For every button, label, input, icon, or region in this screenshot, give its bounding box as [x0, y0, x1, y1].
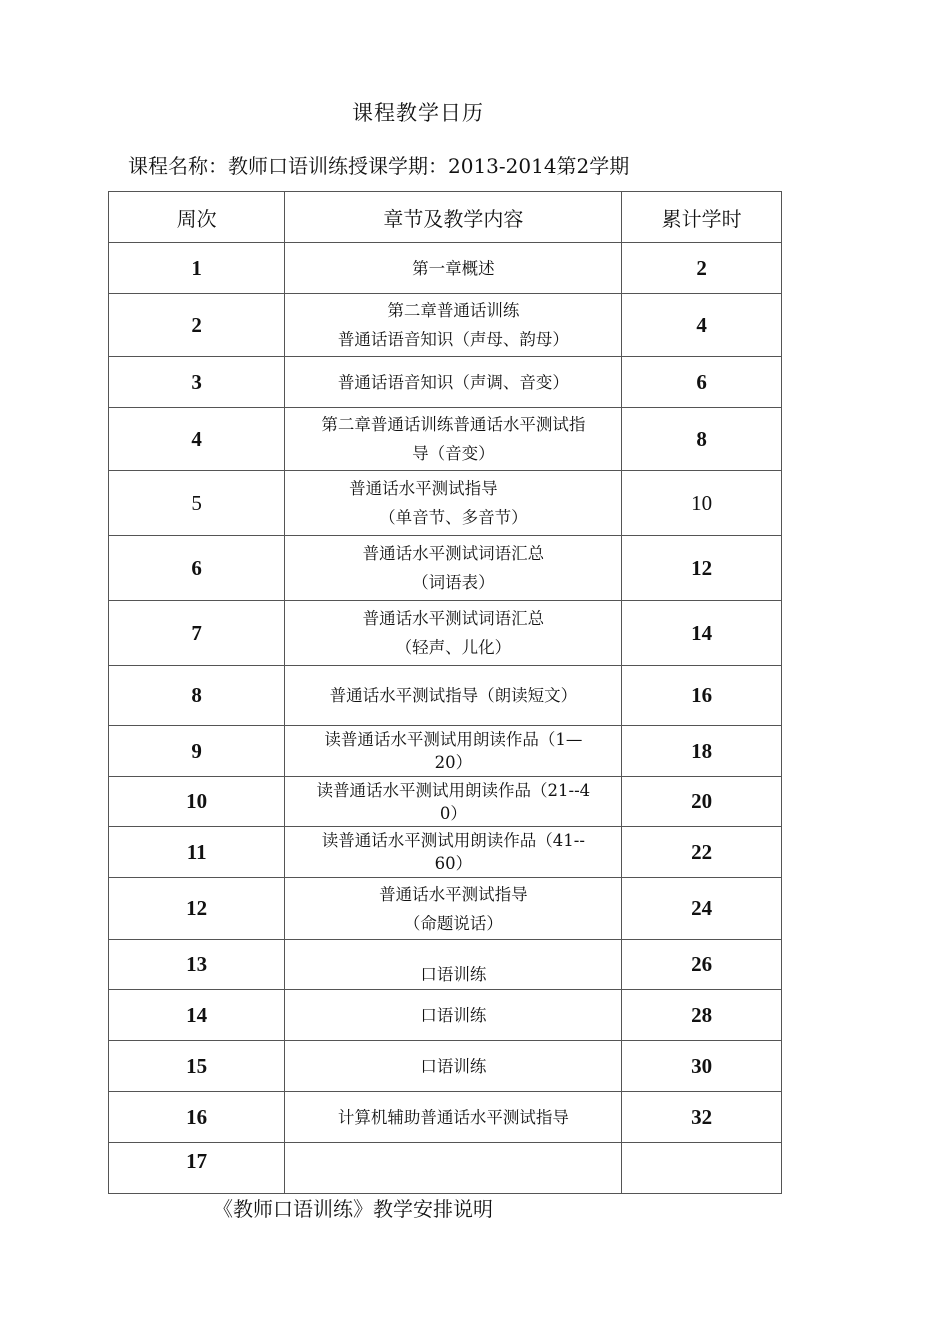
content-cell	[285, 471, 622, 536]
table-row	[109, 1041, 782, 1092]
week-cell: 17	[109, 1143, 285, 1194]
week-cell: 8	[109, 666, 285, 726]
hours-cell: 4	[622, 294, 782, 357]
hours-cell: 20	[622, 777, 782, 827]
table-row	[109, 294, 782, 357]
arrangement-heading: 《教师口语训练》教学安排说明	[213, 1197, 493, 1221]
hours-cell: 10	[622, 471, 782, 536]
course-info: 课程名称：教师口语训练授课学期：2013-2014第2学期	[128, 154, 630, 178]
hours-cell: 26	[622, 940, 782, 990]
content-cell	[285, 357, 622, 408]
week-cell: 1	[109, 243, 285, 294]
week-cell: 15	[109, 1041, 285, 1092]
page-title: 课程教学日历	[352, 101, 484, 125]
content-cell	[285, 1092, 622, 1143]
hours-cell: 16	[622, 666, 782, 726]
table-row	[109, 601, 782, 666]
table-row	[109, 827, 782, 878]
content-line: 60）	[434, 854, 473, 873]
week-cell: 3	[109, 357, 285, 408]
content-line: 计算机辅助普通话水平测试指导	[337, 1107, 569, 1127]
content-line: 读普通话水平测试用朗读作品（41--	[321, 831, 585, 850]
table-row	[109, 777, 782, 827]
content-line: 读普通话水平测试用朗读作品（1—	[324, 730, 583, 749]
content-cell	[285, 536, 622, 601]
content-cell	[285, 990, 622, 1041]
content-line: 口语训练	[420, 1056, 487, 1076]
hours-cell	[622, 1143, 782, 1194]
week-cell: 4	[109, 408, 285, 471]
content-cell	[285, 666, 622, 726]
week-cell: 13	[109, 940, 285, 990]
content-cell	[285, 777, 622, 827]
table-row	[109, 1092, 782, 1143]
table-row	[109, 536, 782, 601]
content-line: 普通话水平测试指导（朗读短文）	[329, 686, 578, 705]
week-cell: 14	[109, 990, 285, 1041]
table-row	[109, 408, 782, 471]
content-line: 第二章普通话训练普通话水平测试指	[321, 415, 586, 434]
content-cell	[285, 294, 622, 357]
table-row	[109, 666, 782, 726]
table-row	[109, 878, 782, 940]
week-cell: 11	[109, 827, 285, 878]
table-row	[109, 726, 782, 777]
hours-cell: 14	[622, 601, 782, 666]
hours-cell: 22	[622, 827, 782, 878]
content-cell	[285, 243, 622, 294]
hours-cell: 32	[622, 1092, 782, 1143]
hours-cell: 24	[622, 878, 782, 940]
content-cell	[285, 1143, 622, 1194]
content-cell	[285, 601, 622, 666]
hours-cell: 28	[622, 990, 782, 1041]
content-line: 20）	[434, 753, 473, 772]
content-cell	[285, 878, 622, 940]
hours-cell: 8	[622, 408, 782, 471]
content-line: 普通话水平测试词语汇总	[362, 609, 545, 628]
table-header-row	[109, 192, 782, 243]
content-cell	[285, 408, 622, 471]
hours-cell: 6	[622, 357, 782, 408]
week-cell: 2	[109, 294, 285, 357]
table-row	[109, 940, 782, 990]
week-cell: 7	[109, 601, 285, 666]
content-cell	[285, 940, 622, 990]
course-calendar-table	[108, 191, 782, 1194]
table-row	[109, 243, 782, 294]
header-hours: 累计学时	[622, 192, 782, 243]
content-line: 第二章普通话训练	[387, 301, 520, 320]
week-cell: 9	[109, 726, 285, 777]
content-line: 普通话水平测试指导	[349, 479, 498, 498]
content-line: 导（音变）	[412, 444, 495, 463]
content-cell	[285, 726, 622, 777]
content-line: （词语表）	[412, 573, 495, 592]
table-row	[109, 1143, 782, 1194]
content-line: 口语训练	[420, 1005, 487, 1025]
content-line: 0）	[439, 803, 467, 823]
hours-cell: 18	[622, 726, 782, 777]
content-line: （单音节、多音节）	[379, 508, 528, 527]
content-line: 普通话语音知识（声母、韵母）	[337, 330, 569, 349]
content-line: 口语训练	[420, 965, 487, 984]
week-cell: 10	[109, 777, 285, 827]
table-row	[109, 471, 782, 536]
week-cell: 16	[109, 1092, 285, 1143]
week-cell: 5	[109, 471, 285, 536]
header-week: 周次	[109, 192, 285, 243]
content-line: 第一章概述	[412, 258, 495, 278]
hours-cell: 2	[622, 243, 782, 294]
content-line: 读普通话水平测试用朗读作品（21--4	[316, 780, 591, 800]
content-line: 普通话语音知识（声调、音变）	[337, 372, 569, 392]
header-content: 章节及教学内容	[285, 192, 622, 243]
week-cell: 12	[109, 878, 285, 940]
table-row	[109, 357, 782, 408]
content-cell	[285, 1041, 622, 1092]
hours-cell: 12	[622, 536, 782, 601]
hours-cell: 30	[622, 1041, 782, 1092]
content-cell	[285, 827, 622, 878]
content-line: （命题说话）	[403, 913, 503, 933]
content-line: （轻声、儿化）	[395, 638, 512, 657]
content-line: 普通话水平测试词语汇总	[362, 544, 545, 563]
content-line: 普通话水平测试指导	[379, 884, 528, 904]
table-row	[109, 990, 782, 1041]
week-cell: 6	[109, 536, 285, 601]
